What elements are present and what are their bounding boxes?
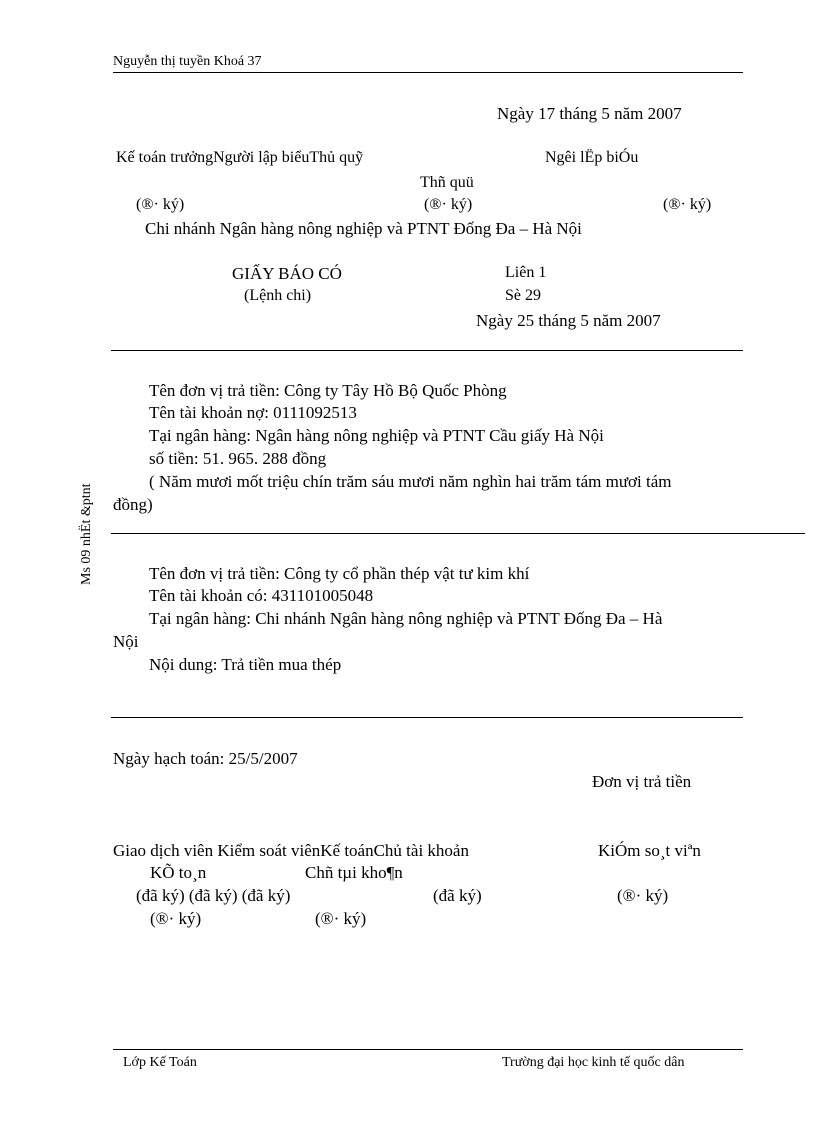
roles-row: Giao dịch viên Kiểm soát viênKế toánChủ tài khoản [113, 841, 469, 860]
sign-1: (®· ký) [136, 196, 185, 213]
role-controller-garbled: KiÓm so¸t viªn [598, 841, 701, 860]
role-owner-garbled: Chñ tµi kho¶n [305, 863, 403, 882]
payee-name: Tên đơn vị trả tiền: Công ty cổ phần thép vật tư kim khí [149, 564, 530, 583]
payer-account: Tên tài khoản nợ: 0111092513 [149, 403, 357, 422]
signer-cashier-garbled: Thñ quü [420, 174, 474, 191]
signer-preparer-garbled: Ngêi lËp biÓu [545, 149, 639, 166]
accounting-date: Ngày hạch toán: 25/5/2007 [113, 749, 298, 768]
divider-2 [111, 533, 805, 534]
branch-line: Chi nhánh Ngân hàng nông nghiệp và PTNT Đống Đa – Hà Nội [145, 219, 582, 238]
footer-rule [113, 1049, 743, 1050]
header-rule [113, 72, 743, 73]
header-author: Nguyễn thị tuyền Khoá 37 [113, 54, 262, 69]
signers-row: Kế toán trưởngNgười lập biểuThủ quỹ [116, 149, 364, 166]
payer-unit-label: Đơn vị trả tiền [592, 772, 692, 791]
sign-controller: (®· ký) [617, 886, 669, 905]
top-date: Ngày 17 tháng 5 năm 2007 [497, 104, 682, 123]
payer-amount: số tiền: 51. 965. 288 đồng [149, 449, 327, 468]
payer-name: Tên đơn vị trả tiền: Công ty Tây Hồ Bộ Quốc Phòng [149, 381, 507, 400]
sign-owner-garbled: (®· ký) [315, 909, 367, 928]
footer-school: Trường đại học kinh tế quốc dân [502, 1055, 685, 1070]
footer-class: Lớp Kế Toán [123, 1055, 197, 1070]
sign-accountant-garbled: (®· ký) [150, 909, 202, 928]
doc-number: Sè 29 [505, 287, 541, 304]
payee-content: Nội dung: Trả tiền mua thép [149, 655, 342, 674]
side-note: Ms 09 nhËt &ptnt [79, 483, 94, 585]
sign-2: (®· ký) [424, 196, 473, 213]
payee-account: Tên tài khoản có: 431101005048 [149, 586, 374, 605]
divider-1 [111, 350, 743, 351]
doc-lien: Liên 1 [505, 264, 547, 281]
role-accountant-garbled: KÕ to¸n [150, 863, 207, 882]
payer-amount-words: ( Năm mươi mốt triệu chín trăm sáu mươi năm nghìn hai trăm tám mươi tám [149, 472, 672, 491]
payer-amount-words-cont: đồng) [113, 495, 153, 514]
sign-owner: (đã ký) [433, 886, 482, 905]
sign-3: (®· ký) [663, 196, 712, 213]
divider-3 [111, 717, 743, 718]
payee-bank-cont: Nội [113, 632, 139, 651]
doc-title: GIẤY BÁO CÓ [232, 264, 342, 283]
doc-subtitle: (Lệnh chi) [244, 287, 312, 304]
payee-bank: Tại ngân hàng: Chi nhánh Ngân hàng nông nghiệp và PTNT Đống Đa – Hà [149, 609, 663, 628]
payer-bank: Tại ngân hàng: Ngân hàng nông nghiệp và PTNT Cầu giấy Hà Nội [149, 426, 604, 445]
doc-date: Ngày 25 tháng 5 năm 2007 [476, 311, 661, 330]
signs-row: (đã ký) (đã ký) (đã ký) [136, 886, 291, 905]
